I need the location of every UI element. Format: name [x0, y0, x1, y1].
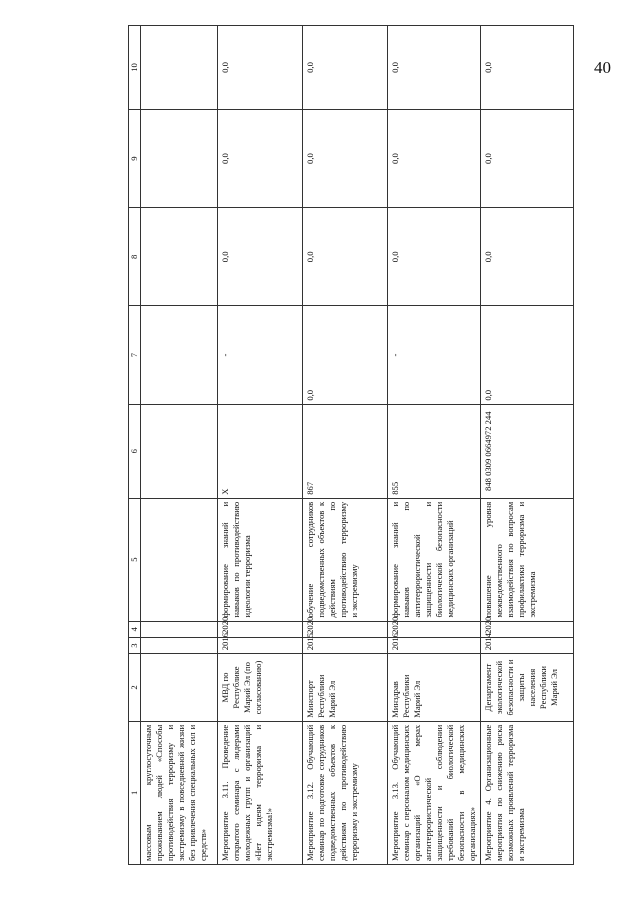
- value-col7: [141, 306, 218, 404]
- value-col10: 0,0: [481, 26, 574, 110]
- end-year: [141, 621, 218, 637]
- executor: Минздрав Республики Марий Эл: [388, 654, 481, 722]
- page-number: 40: [594, 58, 611, 77]
- rotated-table-wrapper: [128, 25, 559, 865]
- col-header: 6: [129, 404, 141, 498]
- col-header: 4: [129, 621, 141, 637]
- value-col8: 0,0: [303, 208, 388, 306]
- table-row: [388, 26, 481, 865]
- col-header: 5: [129, 498, 141, 621]
- value-col7: -: [388, 306, 481, 404]
- expected-result: обучение сотрудников подведомственных объектов к действиям по противодействию терроризму и экстремизму: [303, 498, 388, 621]
- value-col7: 0,0: [303, 306, 388, 404]
- expected-result: формирование знаний и навыков по антитеррористической защищенности и биологической безопасности медицинских организаций: [388, 498, 481, 621]
- table-row: [481, 26, 574, 865]
- col-header: 2: [129, 654, 141, 722]
- table-row: [141, 26, 218, 865]
- value-col9: 0,0: [218, 109, 303, 207]
- header-row: [129, 26, 141, 865]
- start-year: 2016: [218, 637, 303, 653]
- measure-name: Мероприятие 3.11. Проведение открытого семинара с лидерами молодежных групп и организаций «Нет идеям терроризма и экстремизма!»: [218, 721, 303, 864]
- budget-code: Х: [218, 404, 303, 498]
- table-row: [218, 26, 303, 865]
- executor: [141, 654, 218, 722]
- budget-code: 848 0309 0664972 244: [481, 404, 574, 498]
- value-col10: 0,0: [218, 26, 303, 110]
- measure-name: Мероприятие 4. Организационные мероприятия по снижению риска возможных проявлений терроризма и экстремизма: [481, 721, 574, 864]
- budget-code: 855: [388, 404, 481, 498]
- executor: МВД по Республике Марий Эл (по согласованию): [218, 654, 303, 722]
- start-year: 2014: [481, 637, 574, 653]
- table-row: [303, 26, 388, 865]
- expected-result: повышение уровня межведомственного взаимодействия по вопросам профилактики терроризма и экстремизма: [481, 498, 574, 621]
- col-header: 10: [129, 26, 141, 110]
- col-header: 9: [129, 109, 141, 207]
- value-col8: [141, 208, 218, 306]
- executor: Минспорт Республики Марий Эл: [303, 654, 388, 722]
- budget-code: 867: [303, 404, 388, 498]
- start-year: 2015: [303, 637, 388, 653]
- end-year: 2020: [388, 621, 481, 637]
- value-col10: [141, 26, 218, 110]
- expected-result: [141, 498, 218, 621]
- value-col9: 0,0: [388, 109, 481, 207]
- value-col7: 0,0: [481, 306, 574, 404]
- end-year: 2020: [218, 621, 303, 637]
- measure-name: массовым круглосуточным проживанием людей «Способы противодействия терроризму и экстремизму в повседневной жизни без привлечения специальных сил и средств»: [141, 721, 218, 864]
- end-year: 2020: [481, 621, 574, 637]
- col-header: 3: [129, 637, 141, 653]
- measure-name: Мероприятие 3.13. Обучающий семинар с персоналом медицинских организаций «О мерах антитеррористической защищенности и соблюдении требований биологической безопасности в медицинских организациях»: [388, 721, 481, 864]
- end-year: 2020: [303, 621, 388, 637]
- executor: Департамент экологической безопасности и защиты населения Республики Марий Эл: [481, 654, 574, 722]
- value-col9: 0,0: [481, 109, 574, 207]
- value-col9: 0,0: [303, 109, 388, 207]
- value-col10: 0,0: [388, 26, 481, 110]
- value-col8: 0,0: [388, 208, 481, 306]
- expected-result: формирование знаний и навыков по противодействию идеологии терроризма: [218, 498, 303, 621]
- value-col7: -: [218, 306, 303, 404]
- start-year: 2016: [388, 637, 481, 653]
- value-col10: 0,0: [303, 26, 388, 110]
- value-col9: [141, 109, 218, 207]
- start-year: [141, 637, 218, 653]
- col-header: 8: [129, 208, 141, 306]
- col-header: 1: [129, 721, 141, 864]
- value-col8: 0,0: [481, 208, 574, 306]
- value-col8: 0,0: [218, 208, 303, 306]
- budget-code: [141, 404, 218, 498]
- measure-name: Мероприятие 3.12. Обучающий семинар по подготовке сотрудников подведомственных объектов к действиям по противодействию терроризму и экстремизму: [303, 721, 388, 864]
- col-header: 7: [129, 306, 141, 404]
- measures-table: [128, 25, 574, 865]
